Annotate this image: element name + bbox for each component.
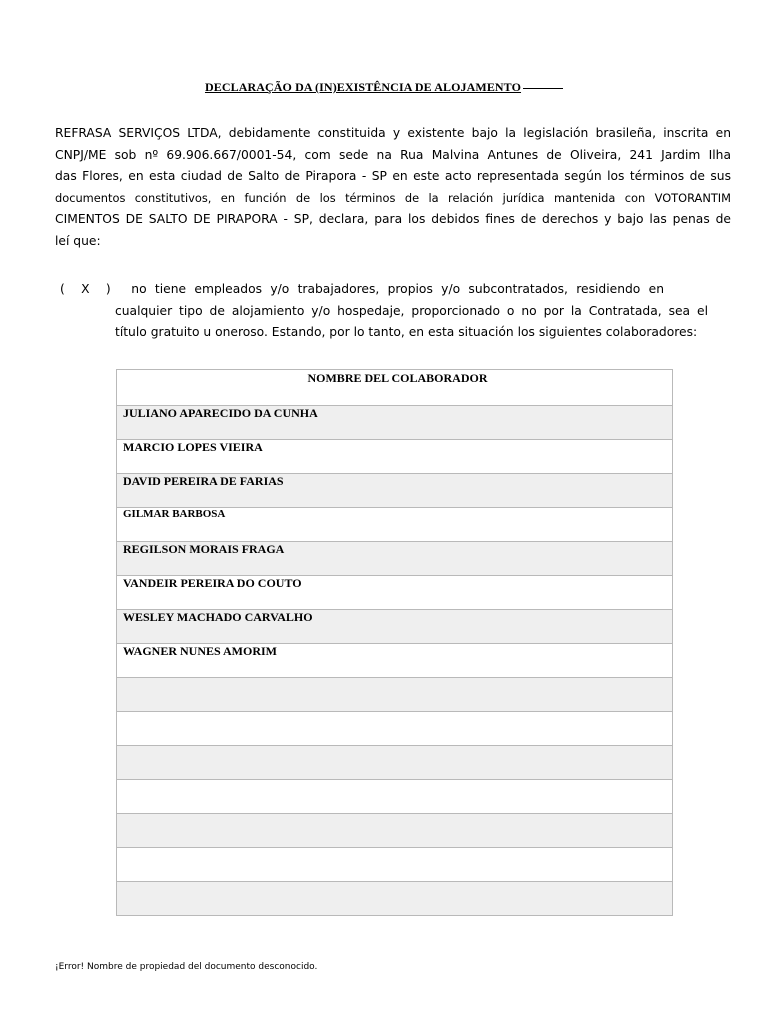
declaration-paragraph [55,123,731,253]
checkbox-text: no tiene empleados y/o trabajadores, propios y/o subcontratados, residiendo en [131,282,665,296]
table-row: JULIANO APARECIDO DA CUNHA [117,406,673,440]
document-title [0,80,768,95]
checkbox-line [60,279,664,301]
table-row: VANDEIR PEREIRA DO COUTO [117,576,673,610]
table-row: GILMAR BARBOSA [117,508,673,542]
table-row: REGILSON MORAIS FRAGA [117,542,673,576]
paragraph-line: CNPJ/ME sob nº 69.906.667/0001-54, com sede na Rua Malvina Antunes de Oliveira, 241 Jardim Ilha [55,147,731,162]
table-row: WESLEY MACHADO CARVALHO [117,610,673,644]
table-row: MARCIO LOPES VIEIRA [117,440,673,474]
collaborators-table [116,369,673,916]
table-row [117,712,673,746]
checkbox-statement [60,279,710,344]
paragraph-line: leí que: [55,233,101,248]
table-row: DAVID PEREIRA DE FARIAS [117,474,673,508]
table-row [117,814,673,848]
table-row [117,780,673,814]
paragraph-line: documentos constitutivos, en función de los términos de la relación jurídica mantenida con VOTORANTIM [55,190,731,205]
table-header: NOMBRE DEL COLABORADOR [117,370,673,406]
checkbox-line: título gratuito u oneroso. Estando, por lo tanto, en esta situación los siguientes colaboradores: [115,325,698,340]
checkbox-mark[interactable]: ( X ) [60,282,115,296]
document-title-text: DECLARAÇÃO DA (IN)EXISTÊNCIA DE ALOJAMENTO [204,80,522,94]
table-row [117,882,673,916]
paragraph-line: CIMENTOS DE SALTO DE PIRAPORA - SP, declara, para los debidos fines de derechos y bajo las penas de [55,212,731,227]
paragraph-line: das Flores, en esta ciudad de Salto de Pirapora - SP en este acto representada según los términos de sus [55,169,731,184]
table-row [117,746,673,780]
paragraph-line: REFRASA SERVIÇOS LTDA, debidamente constituida y existente bajo la legislación brasileña, inscrita en [55,126,731,140]
table-row: WAGNER NUNES AMORIM [117,644,673,678]
table-row [117,848,673,882]
page-footer: ¡Error! Nombre de propiedad del documento desconocido. [55,962,318,972]
table-row [117,678,673,712]
title-blank-line [523,87,563,89]
checkbox-line: cualquier tipo de alojamiento y/o hospedaje, proporcionado o no por la Contratada, sea el [115,303,708,318]
